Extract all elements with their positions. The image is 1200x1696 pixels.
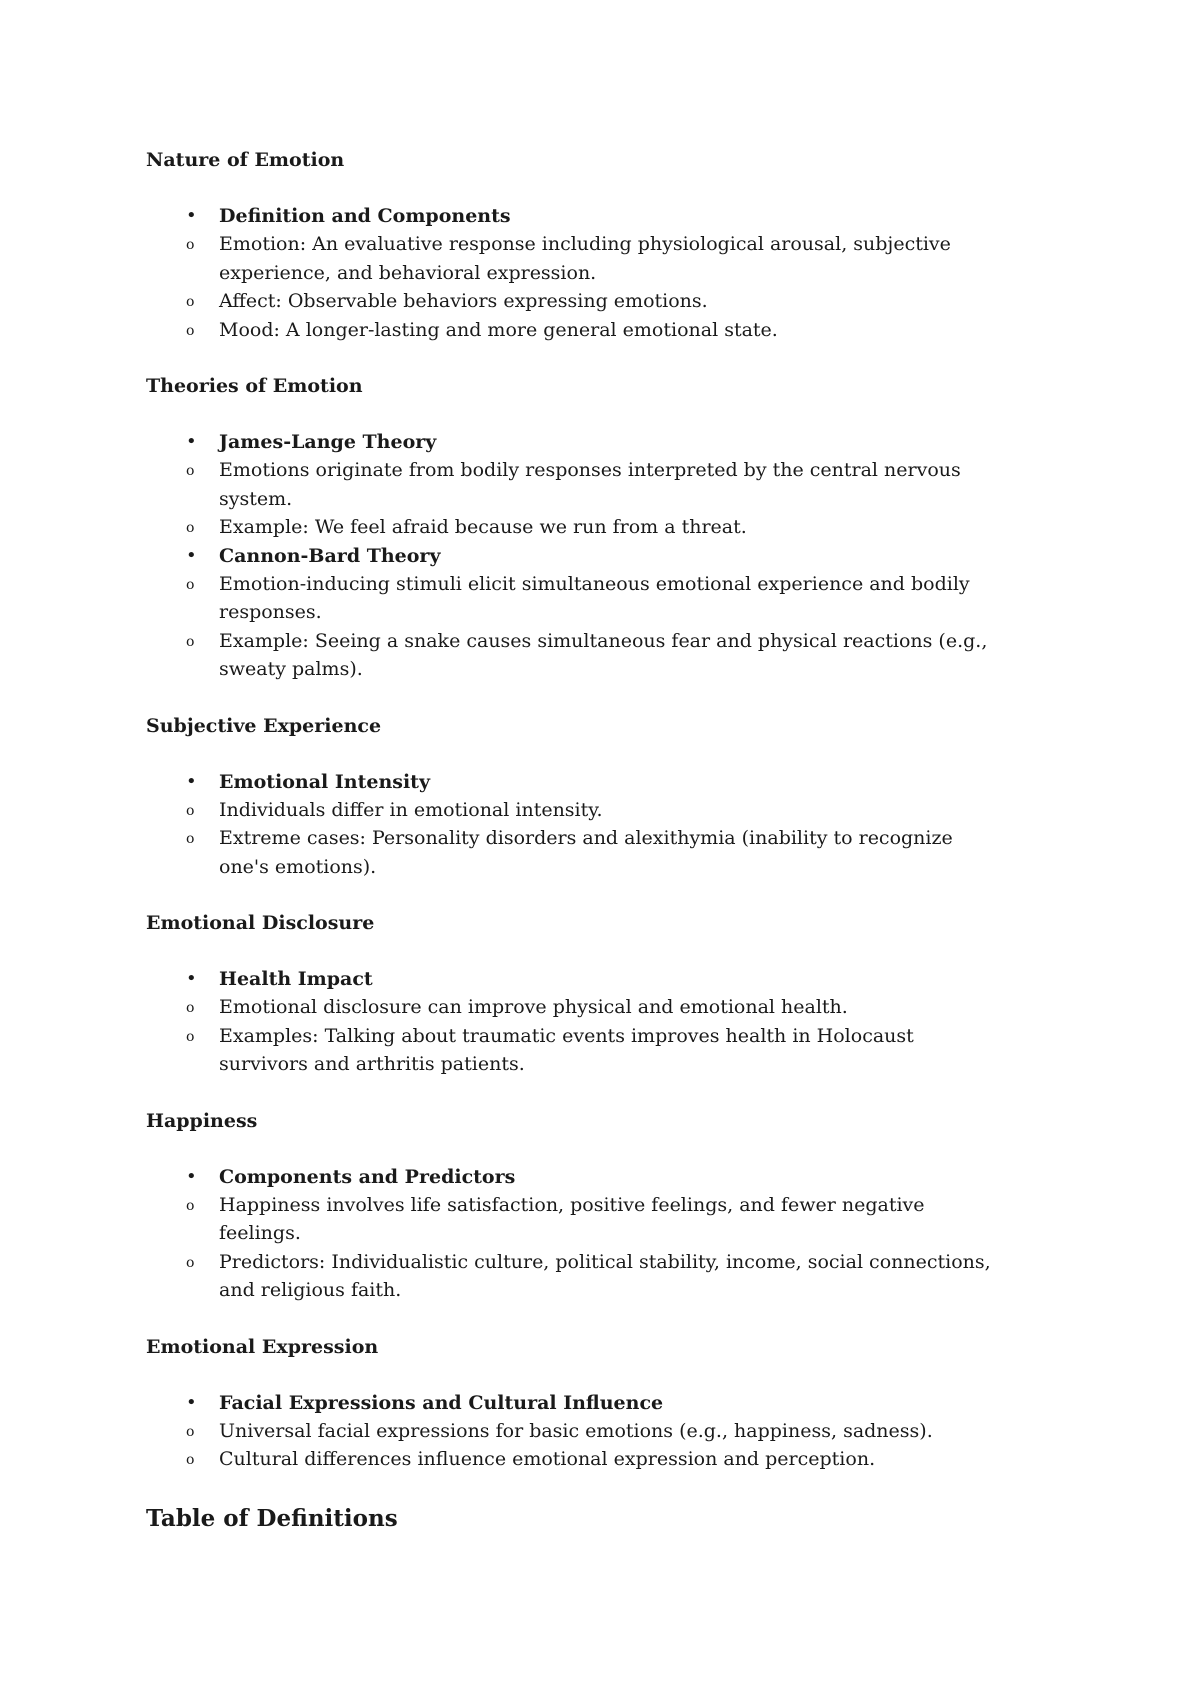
table-of-definitions-heading: Table of Definitions — [146, 1504, 398, 1532]
section-heading: Nature of Emotion — [146, 149, 345, 171]
section — [146, 372, 1080, 684]
topic-item — [146, 965, 1080, 1079]
sub-bullet-icon: o — [186, 294, 195, 310]
point-list — [186, 230, 1080, 344]
point-item — [186, 993, 999, 1022]
point-list — [186, 796, 1080, 882]
topic-item — [146, 1389, 1080, 1474]
sub-bullet-icon: o — [186, 1028, 195, 1045]
topic-list — [146, 965, 1080, 1079]
topic-item — [146, 542, 1080, 684]
topic-title: Definition and Components — [219, 205, 511, 227]
sub-bullet-icon: o — [186, 633, 195, 650]
point-list — [186, 570, 1080, 684]
point-item — [186, 316, 999, 345]
bullet-icon: • — [186, 1391, 197, 1413]
topic-list — [146, 1389, 1080, 1474]
sub-bullet-icon: o — [186, 463, 195, 479]
point-text: Universal facial expressions for basic emotions (e.g., happiness, sadness). — [219, 1419, 933, 1442]
topic-title: James-Lange Theory — [219, 431, 437, 453]
point-text: Mood: A longer-lasting and more general emotional state. — [219, 318, 778, 341]
point-text: Emotions originate from bodily responses interpreted by the central nervous system. — [219, 459, 961, 510]
sub-bullet-icon: o — [186, 237, 195, 253]
point-text: Individuals differ in emotional intensity. — [219, 798, 603, 821]
point-item — [186, 570, 999, 627]
sub-bullet-icon: o — [186, 322, 195, 339]
point-item — [186, 1417, 999, 1446]
section-heading: Subjective Experience — [146, 714, 382, 737]
point-item — [186, 1022, 999, 1079]
sub-bullet-icon: o — [186, 1000, 195, 1016]
point-item — [186, 1445, 999, 1474]
section — [146, 909, 1080, 1079]
bullet-icon: • — [186, 431, 197, 452]
sub-bullet-icon: o — [186, 1452, 195, 1468]
section-heading: Happiness — [146, 1109, 258, 1132]
sub-bullet-icon: o — [186, 831, 195, 847]
point-item — [186, 230, 999, 287]
section-heading: Theories of Emotion — [146, 375, 363, 397]
point-text: Example: We feel afraid because we run from a threat. — [219, 516, 747, 538]
topic-item — [146, 202, 1080, 344]
point-item — [186, 1248, 999, 1305]
sub-bullet-icon: o — [186, 1197, 195, 1214]
section-heading: Emotional Expression — [146, 1335, 379, 1358]
point-text: Cultural differences influence emotional expression and perception. — [219, 1448, 876, 1470]
topic-title: Components and Predictors — [219, 1165, 516, 1188]
sub-bullet-icon: o — [186, 520, 195, 536]
point-list — [186, 993, 1080, 1079]
section — [146, 1333, 1080, 1474]
point-list — [186, 456, 1080, 542]
sub-bullet-icon: o — [186, 576, 195, 593]
topic-title: Emotional Intensity — [219, 770, 430, 793]
topic-list — [146, 1163, 1080, 1305]
section — [146, 1107, 1080, 1305]
point-item — [186, 796, 999, 825]
bullet-icon: • — [186, 770, 197, 792]
bullet-icon: • — [186, 968, 197, 989]
point-text: Emotion-inducing stimuli elicit simultaneous emotional experience and bodily responses. — [219, 572, 970, 623]
point-item — [186, 1191, 999, 1248]
topic-list — [146, 768, 1080, 882]
sub-bullet-icon: o — [186, 1423, 195, 1440]
point-text: Example: Seeing a snake causes simultaneous fear and physical reactions (e.g., sweaty palms). — [219, 629, 988, 680]
section — [146, 146, 1080, 344]
topic-title: Cannon-Bard Theory — [219, 544, 441, 567]
point-item — [186, 456, 999, 513]
point-item — [186, 513, 999, 542]
topic-item — [146, 428, 1080, 542]
sub-bullet-icon: o — [186, 802, 195, 819]
topic-item — [146, 1163, 1080, 1305]
bullet-icon: • — [186, 1165, 197, 1187]
topic-item — [146, 768, 1080, 882]
point-list — [186, 1191, 1080, 1305]
topic-title: Health Impact — [219, 968, 373, 990]
point-text: Emotion: An evaluative response including physiological arousal, subjective experience, and behavioral expression. — [219, 233, 951, 284]
point-text: Examples: Talking about traumatic events improves health in Holocaust survivors and arthritis patients. — [219, 1024, 914, 1075]
point-text: Extreme cases: Personality disorders and alexithymia (inability to recognize one's emotions). — [219, 827, 953, 878]
section-heading: Emotional Disclosure — [146, 912, 375, 934]
point-list — [186, 1417, 1080, 1474]
sub-bullet-icon: o — [186, 1254, 195, 1271]
point-item — [186, 627, 999, 684]
point-text: Happiness involves life satisfaction, positive feelings, and fewer negative feelings. — [219, 1193, 925, 1244]
notes-body — [146, 146, 1080, 1474]
bullet-icon: • — [186, 544, 197, 566]
topic-title: Facial Expressions and Cultural Influence — [219, 1391, 664, 1414]
point-item — [186, 824, 999, 881]
point-text: Emotional disclosure can improve physical and emotional health. — [219, 996, 848, 1018]
section — [146, 712, 1080, 882]
point-text: Affect: Observable behaviors expressing emotions. — [219, 290, 708, 312]
bullet-icon: • — [186, 205, 197, 226]
topic-list — [146, 428, 1080, 684]
topic-list — [146, 202, 1080, 344]
point-item — [186, 287, 999, 316]
point-text: Predictors: Individualistic culture, political stability, income, social connections, and religious faith. — [219, 1250, 991, 1301]
